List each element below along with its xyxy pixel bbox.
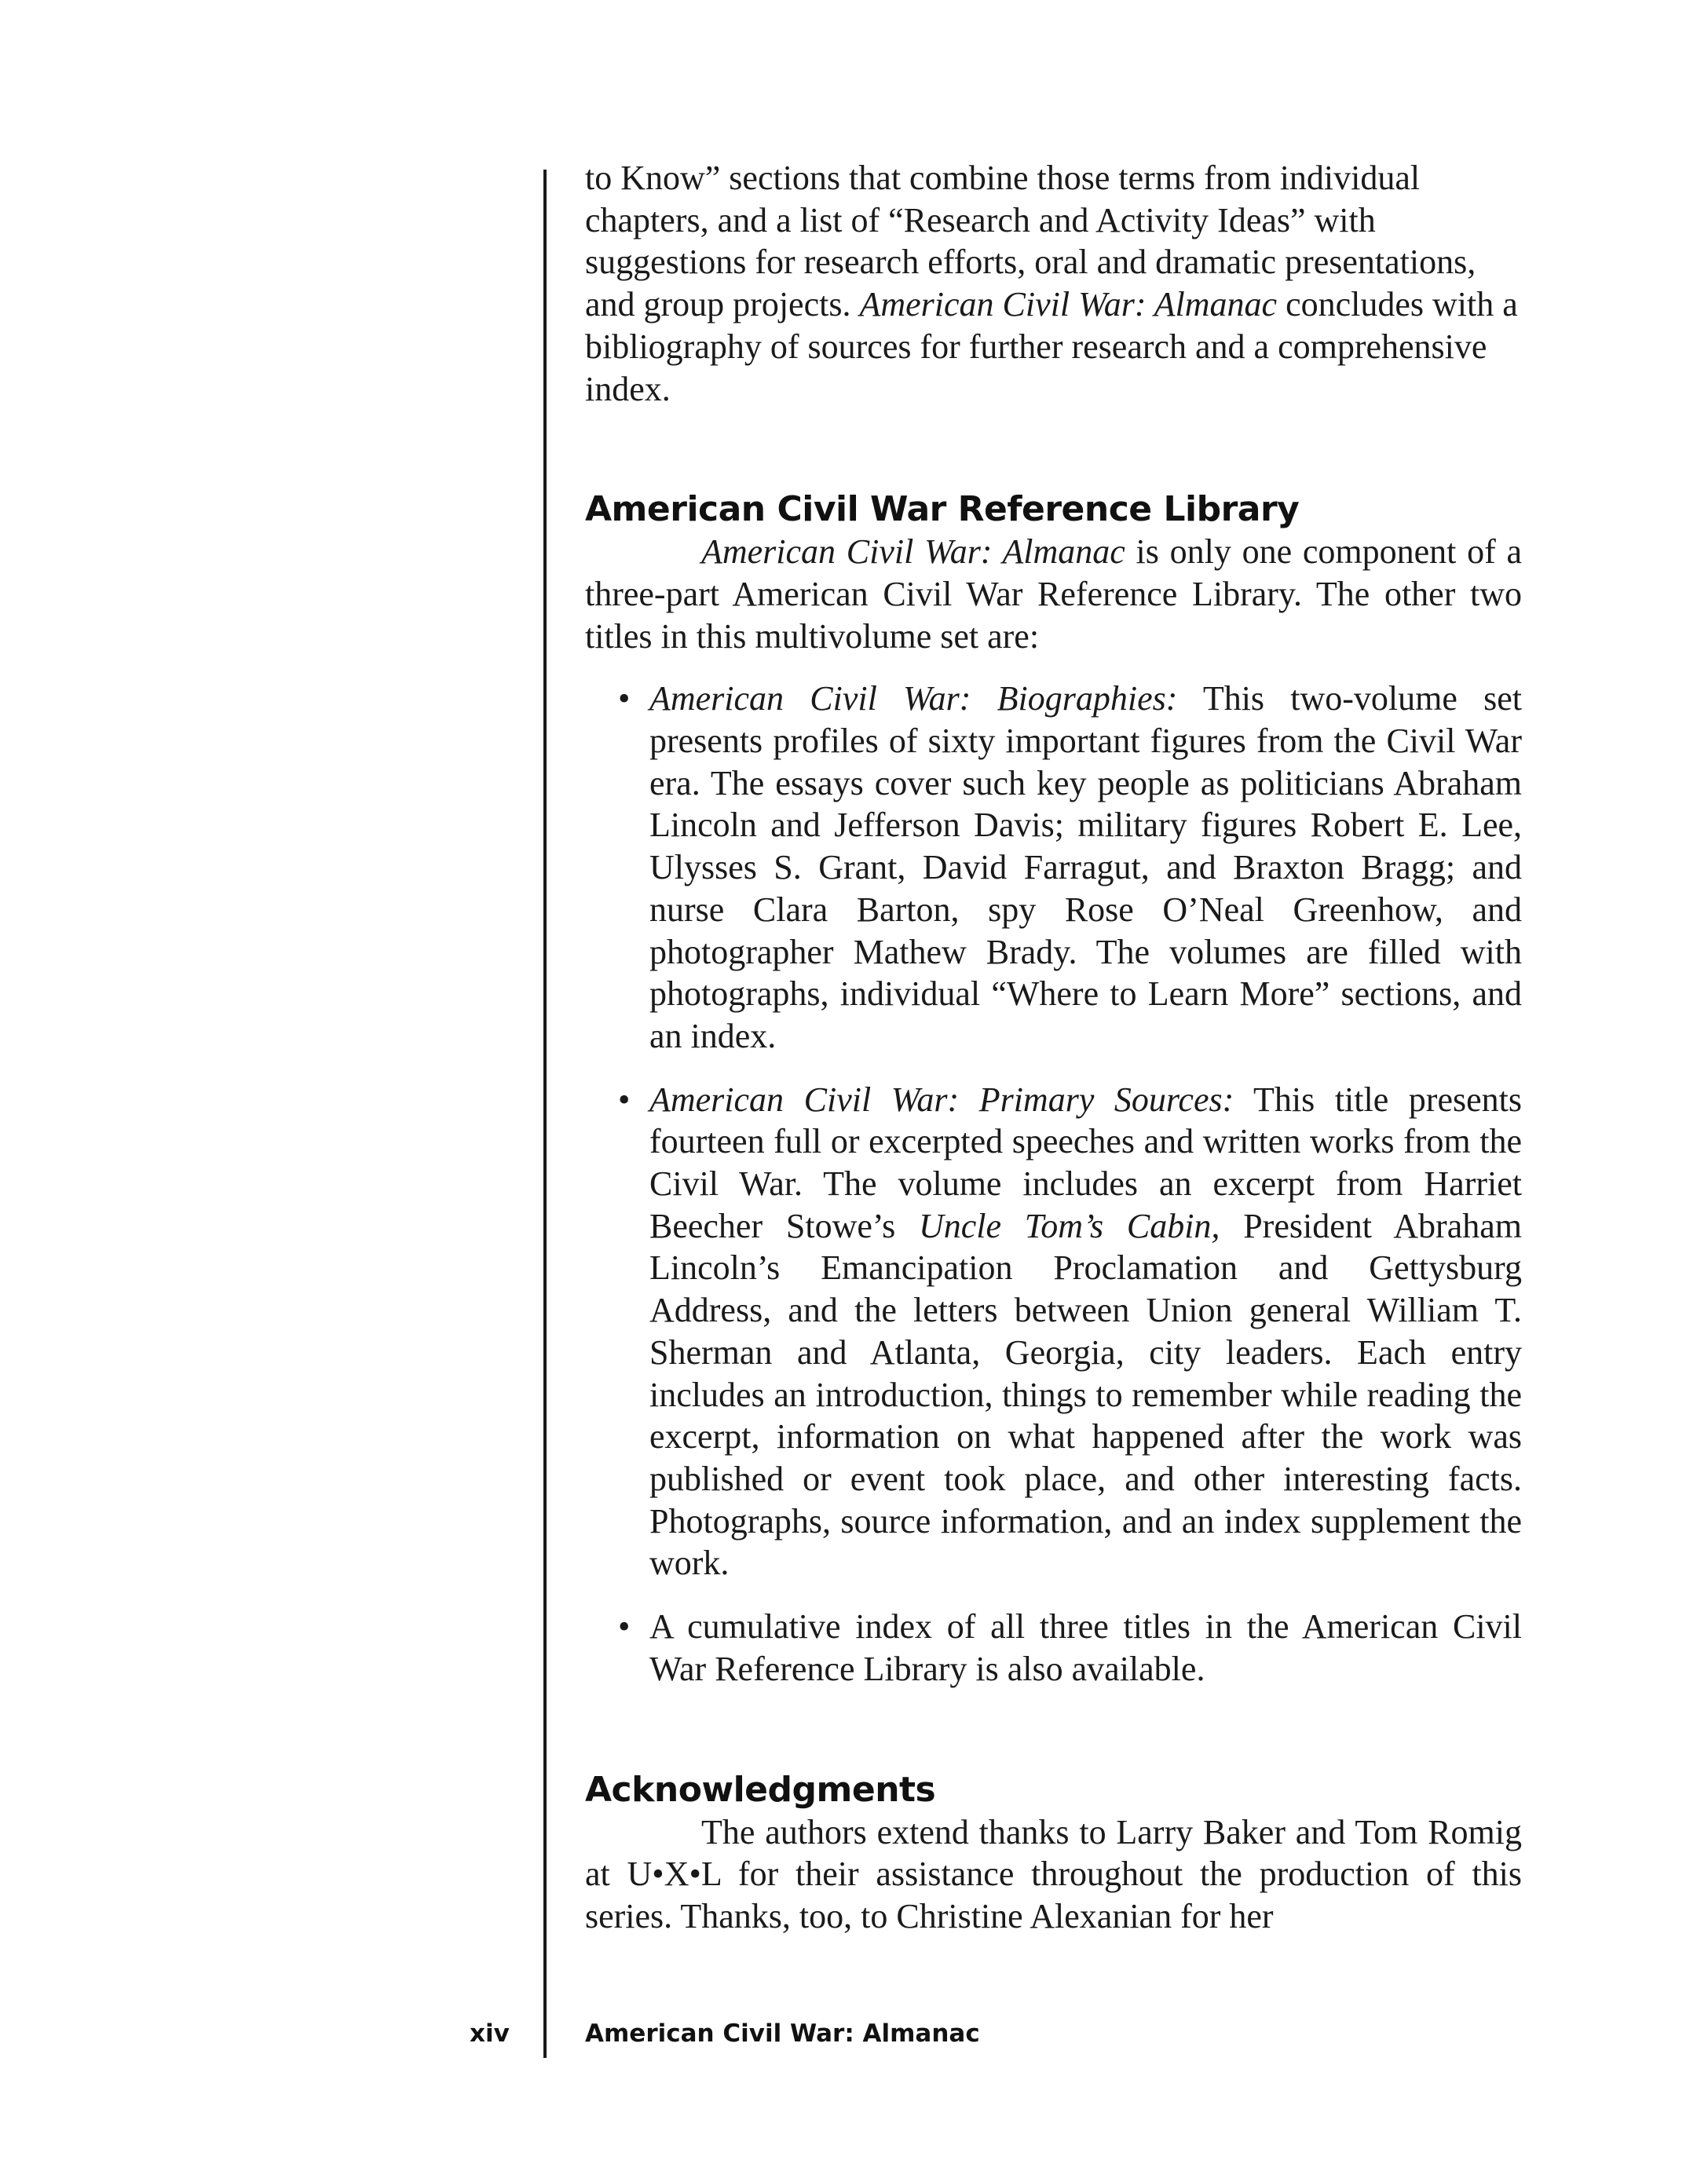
intro-text-b: concludes with a bibliography of sources for further research and a comprehensive index. (585, 285, 1518, 408)
library-intro-italic: American Civil War: Almanac (701, 532, 1125, 572)
biographies-text: This two-volume set presents profiles of sixty important figures from the Civil War era. The essays cover such key people as politicians Abraham Lincoln and Jefferson Davis; military figures Robert E. Lee, Ulysses S. Grant, David Farragut, and Braxton Bragg; and nurse Clara Barton, spy Rose O’Neal Greenhow, and photographer Mathew Brady. The volumes are filled with photographs, individual “Where to Learn More” sections, and an index. (649, 679, 1522, 1055)
uncle-toms-cabin-italic: Uncle Tom’s Cabin, (918, 1206, 1220, 1245)
acknowledgments-paragraph: The authors extend thanks to Larry Baker and Tom Romig at U•X•L for their assistance throughout the production of this series. Thanks, too, to Christine Alexanian for her (585, 1812, 1522, 1935)
heading-acknowledgments: Acknowledgments (585, 1769, 936, 1810)
bullet-icon: • (618, 1080, 631, 1119)
primary-sources-text-b: President Abraham Lincoln’s Emancipation Proclamation and Gettysburg Address, and the letters between Union general William T. Sherman and Atlanta, Georgia, city leaders. Each entry includes an introduction, things to remember while reading the excerpt, information on what happened after the work was published or event took place, and other interesting facts. Photographs, source information, and an index supplement the work. (649, 1206, 1522, 1583)
library-intro-paragraph (585, 531, 1522, 657)
intro-paragraph (585, 157, 1522, 410)
bullet-icon: • (618, 1607, 631, 1647)
page-folio: xiv (470, 2019, 510, 2048)
running-title: American Civil War: Almanac (585, 2019, 980, 2048)
list-item-primary-sources (585, 1079, 1522, 1584)
library-bullet-list (585, 678, 1522, 1690)
list-item-biographies (585, 678, 1522, 1057)
intro-title-italic: American Civil War: Almanac (859, 285, 1278, 324)
page-body (585, 157, 1522, 1938)
library-intro-text: is only one component of a three-part American Civil War Reference Library. The other two titles in this multivolume set are: (585, 532, 1522, 656)
cumulative-index-text: A cumulative index of all three titles in the American Civil War Reference Library is also available. (649, 1607, 1522, 1688)
heading-reference-library: American Civil War Reference Library (585, 489, 1300, 530)
primary-sources-text-a: This title presents fourteen full or excerpted speeches and written works from the Civil War. The volume includes an excerpt from Harriet Beecher Stowe’s (649, 1080, 1522, 1245)
intro-text-a: to Know” sections that combine those terms from individual chapters, and a list of “Research and Activity Ideas” with suggestions for research efforts, oral and dramatic presentations, and group projects. (585, 159, 1476, 324)
biographies-title: American Civil War: Biographies: (649, 679, 1178, 718)
primary-sources-title: American Civil War: Primary Sources: (649, 1080, 1234, 1119)
margin-rule (543, 170, 547, 2058)
bullet-icon: • (618, 679, 631, 718)
list-item-cumulative-index (585, 1606, 1522, 1690)
